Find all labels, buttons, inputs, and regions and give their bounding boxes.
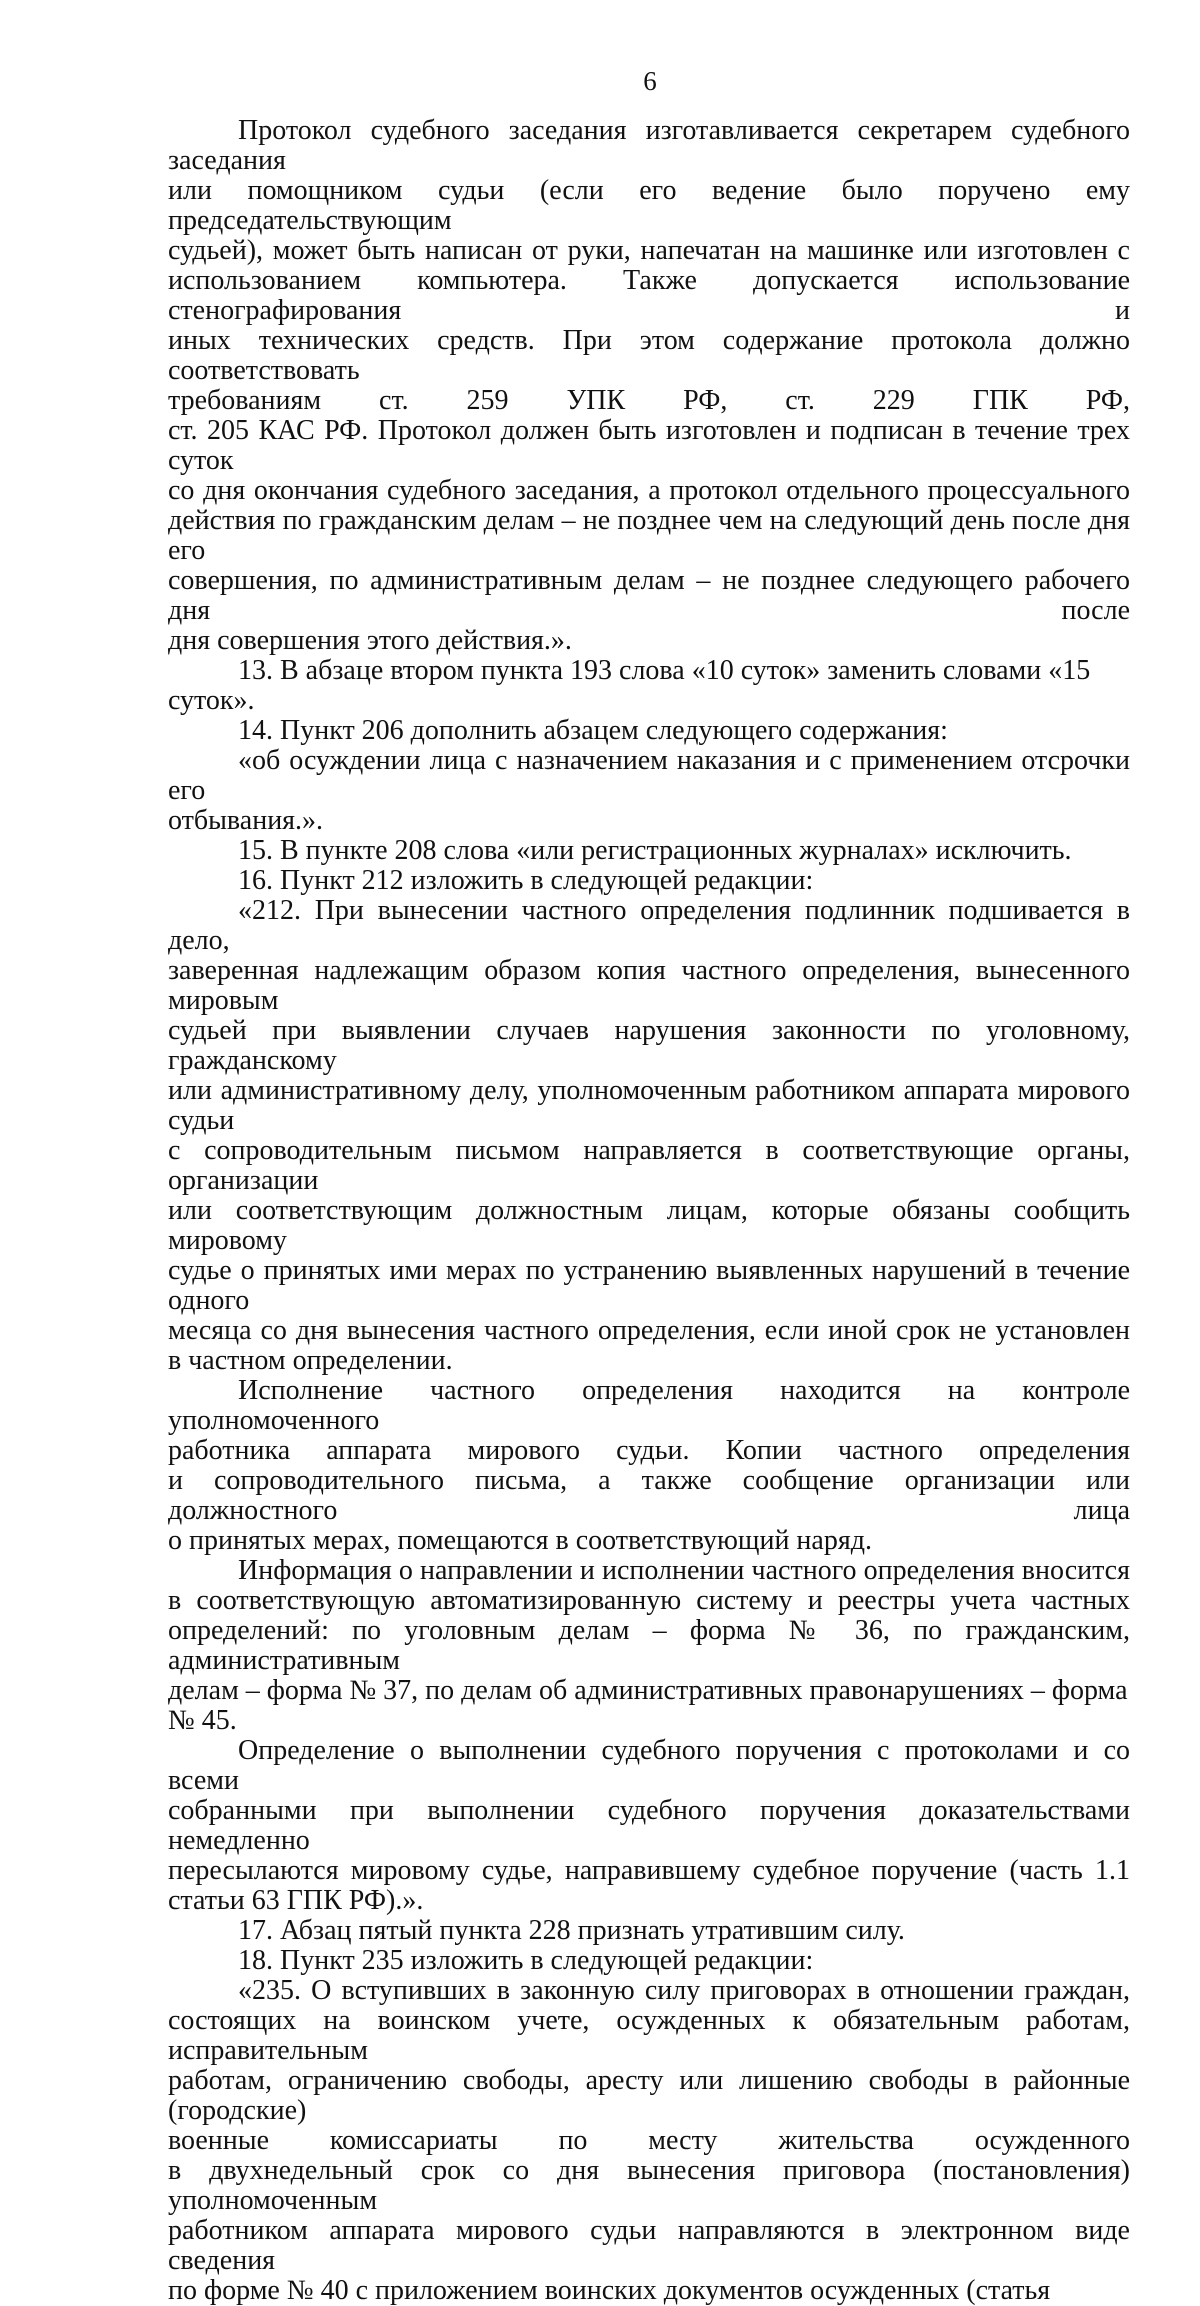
- paragraph-line: пересылаются мировому судье, направившему судебное поручение (часть 1.1: [168, 1855, 1130, 1886]
- paragraph-line: или помощником судьи (если его ведение было поручено ему председательствующим: [168, 175, 1130, 236]
- paragraph-line: определений: по уголовным делам – форма № 36, по гражданским, административным: [168, 1615, 1130, 1676]
- paragraph-line: в соответствующую автоматизированную систему и реестры учета частных: [168, 1585, 1130, 1616]
- paragraph-line: судьей), может быть написан от руки, напечатан на машинке или изготовлен с: [168, 235, 1130, 266]
- page-number: 6: [643, 66, 657, 96]
- paragraph-line: требованиям ст. 259 УПК РФ, ст. 229 ГПК РФ,: [168, 385, 1130, 416]
- paragraph-line: использованием компьютера. Также допускается использование стенографирования и: [168, 265, 1130, 326]
- paragraph-line: дня совершения этого действия.».: [168, 625, 572, 656]
- paragraph-line: в частном определении.: [168, 1345, 453, 1376]
- paragraph-line: или административному делу, уполномоченным работником аппарата мирового судьи: [168, 1075, 1130, 1136]
- paragraph-line: иных технических средств. При этом содержание протокола должно соответствовать: [168, 325, 1130, 386]
- paragraph-line: 18. Пункт 235 изложить в следующей редакции:: [238, 1945, 814, 1976]
- paragraph-line: 16. Пункт 212 изложить в следующей редакции:: [238, 865, 814, 896]
- paragraph-line: или соответствующим должностным лицам, которые обязаны сообщить мировому: [168, 1195, 1130, 1256]
- paragraph-line: в двухнедельный срок со дня вынесения приговора (постановления) уполномоченным: [168, 2155, 1130, 2216]
- paragraph-line: «235. О вступивших в законную силу приговорах в отношении граждан,: [238, 1975, 1130, 2006]
- paragraph-line: о принятых мерах, помещаются в соответствующий наряд.: [168, 1525, 872, 1556]
- paragraph-line: работником аппарата мирового судьи направляются в электронном виде сведения: [168, 2215, 1130, 2276]
- paragraph-line: Определение о выполнении судебного поручения с протоколами и со всеми: [168, 1735, 1130, 1796]
- paragraph-line: 15. В пункте 208 слова «или регистрационных журналах» исключить.: [238, 835, 1072, 866]
- paragraph-line: 14. Пункт 206 дополнить абзацем следующего содержания:: [238, 715, 948, 746]
- paragraph-line: 13. В абзаце втором пункта 193 слова «10 суток» заменить словами «15 суток».: [168, 655, 1091, 716]
- paragraph-line: военные комиссариаты по месту жительства осужденного: [168, 2125, 1130, 2156]
- paragraph-line: действия по гражданским делам – не позднее чем на следующий день после дня его: [168, 505, 1130, 566]
- paragraph-line: работника аппарата мирового судьи. Копии частного определения: [168, 1435, 1130, 1466]
- paragraph-line: по форме № 40 с приложением воинских документов осужденных (статья: [168, 2275, 1051, 2306]
- paragraph-line: со дня окончания судебного заседания, а протокол отдельного процессуального: [168, 475, 1130, 506]
- paragraph-line: совершения, по административным делам – не позднее следующего рабочего дня после: [168, 565, 1130, 626]
- paragraph-line: «об осуждении лица с назначением наказания и с применением отсрочки его: [168, 745, 1130, 806]
- paragraph-line: и сопроводительного письма, а также сообщение организации или должностного лица: [168, 1465, 1130, 1526]
- paragraph-line: судьей при выявлении случаев нарушения законности по уголовному, гражданскому: [168, 1015, 1130, 1076]
- document-body: [168, 116, 1130, 2306]
- paragraph-line: 17. Абзац пятый пункта 228 признать утратившим силу.: [238, 1915, 905, 1946]
- paragraph-line: Протокол судебного заседания изготавливается секретарем судебного заседания: [168, 115, 1130, 176]
- paragraph-line: работам, ограничению свободы, аресту или лишению свободы в районные (городские): [168, 2065, 1130, 2126]
- paragraph-line: делам – форма № 37, по делам об административных правонарушениях – форма № 45.: [168, 1675, 1128, 1736]
- paragraph-line: заверенная надлежащим образом копия частного определения, вынесенного мировым: [168, 955, 1130, 1016]
- paragraph-line: «212. При вынесении частного определения подлинник подшивается в дело,: [168, 895, 1130, 956]
- paragraph-line: отбывания.».: [168, 805, 324, 836]
- paragraph-line: месяца со дня вынесения частного определения, если иной срок не установлен: [168, 1315, 1130, 1346]
- paragraph-line: Информация о направлении и исполнении частного определения вносится: [238, 1555, 1130, 1586]
- paragraph-line: состоящих на воинском учете, осужденных к обязательным работам, исправительным: [168, 2005, 1130, 2066]
- paragraph-line: судье о принятых ими мерах по устранению выявленных нарушений в течение одного: [168, 1255, 1130, 1316]
- paragraph-line: Исполнение частного определения находится на контроле уполномоченного: [168, 1375, 1130, 1436]
- paragraph-line: с сопроводительным письмом направляется в соответствующие органы, организации: [168, 1135, 1130, 1196]
- paragraph-line: собранными при выполнении судебного поручения доказательствами немедленно: [168, 1795, 1130, 1856]
- paragraph-line: статьи 63 ГПК РФ).».: [168, 1885, 424, 1916]
- paragraph-line: ст. 205 КАС РФ. Протокол должен быть изготовлен и подписан в течение трех суток: [168, 415, 1130, 476]
